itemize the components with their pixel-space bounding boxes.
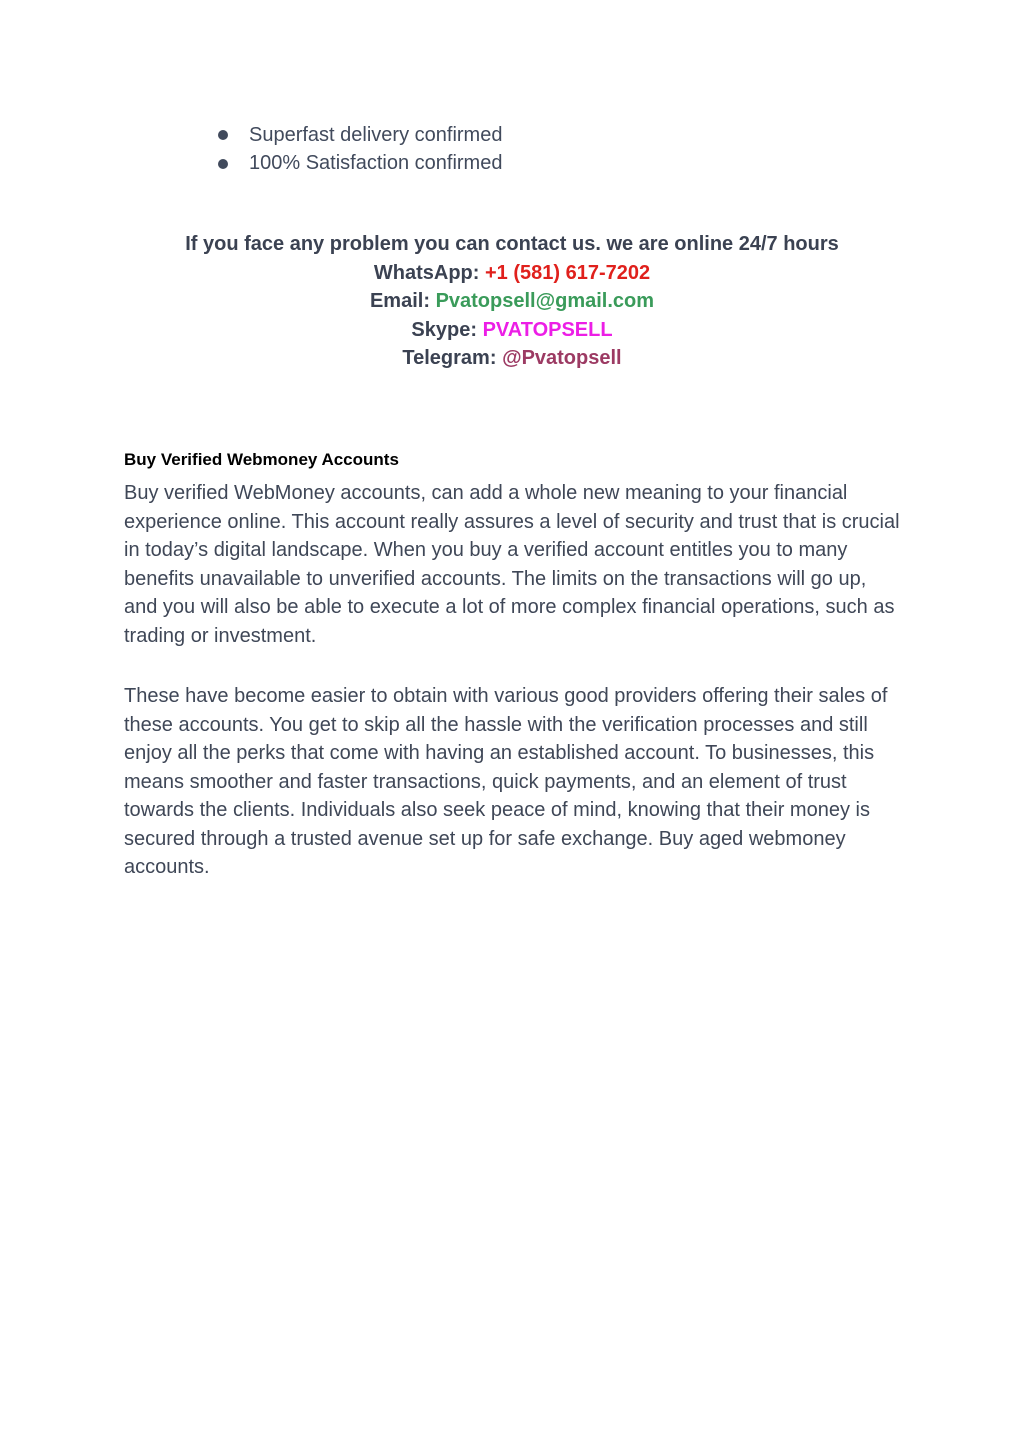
email-label: Email: bbox=[369, 290, 430, 312]
list-item bbox=[216, 150, 502, 179]
skype-link[interactable]: PVATOPSELL bbox=[482, 318, 613, 341]
bullet-icon bbox=[218, 159, 228, 169]
paragraph: These have become easier to obtain with various good providers offering their sales of these accounts. You get to skip all the hassle with the verification processes and still enjoy all the perks that come with having an established account. To businesses, this means smoother and faster transactions, quick payments, and an element of trust towards the clients. Individuals also seek peace of mind, knowing that their money is secured through a trusted avenue set up for safe exchange. Buy aged webmoney accounts. bbox=[124, 685, 888, 878]
section-title: Buy Verified Webmoney Accounts bbox=[124, 450, 399, 469]
whatsapp-line bbox=[0, 259, 1024, 288]
whatsapp-label: WhatsApp: bbox=[373, 261, 480, 284]
skype-line bbox=[0, 316, 1024, 345]
bullet-text: 100% Satisfaction confirmed bbox=[249, 152, 503, 175]
contact-block bbox=[0, 230, 1024, 373]
telegram-link[interactable]: @Pvatopsell bbox=[502, 347, 622, 369]
contact-heading: If you face any problem you can contact us. we are online 24/7 hours bbox=[185, 233, 839, 255]
list-item bbox=[216, 121, 502, 150]
email-link[interactable]: Pvatopsell@gmail.com bbox=[435, 290, 655, 312]
paragraph: Buy verified WebMoney accounts, can add a whole new meaning to your financial experience online. This account really assures a level of security and trust that is crucial in today’s digital landscape. When you buy a verified account entitles you to many benefits unavailable to unverified accounts. The limits on the transactions will go up, and you will also be able to execute a lot of more complex financial operations, such as trading or investment. bbox=[124, 482, 900, 647]
whatsapp-number-link[interactable]: +1 (581) 617-7202 bbox=[484, 261, 651, 284]
telegram-line bbox=[0, 344, 1024, 373]
telegram-label: Telegram: bbox=[402, 347, 497, 369]
article-section bbox=[124, 449, 904, 882]
feature-bullet-list bbox=[216, 121, 502, 178]
skype-label: Skype: bbox=[411, 318, 477, 341]
email-line bbox=[0, 287, 1024, 316]
bullet-icon bbox=[218, 130, 228, 140]
bullet-text: Superfast delivery confirmed bbox=[249, 123, 503, 146]
